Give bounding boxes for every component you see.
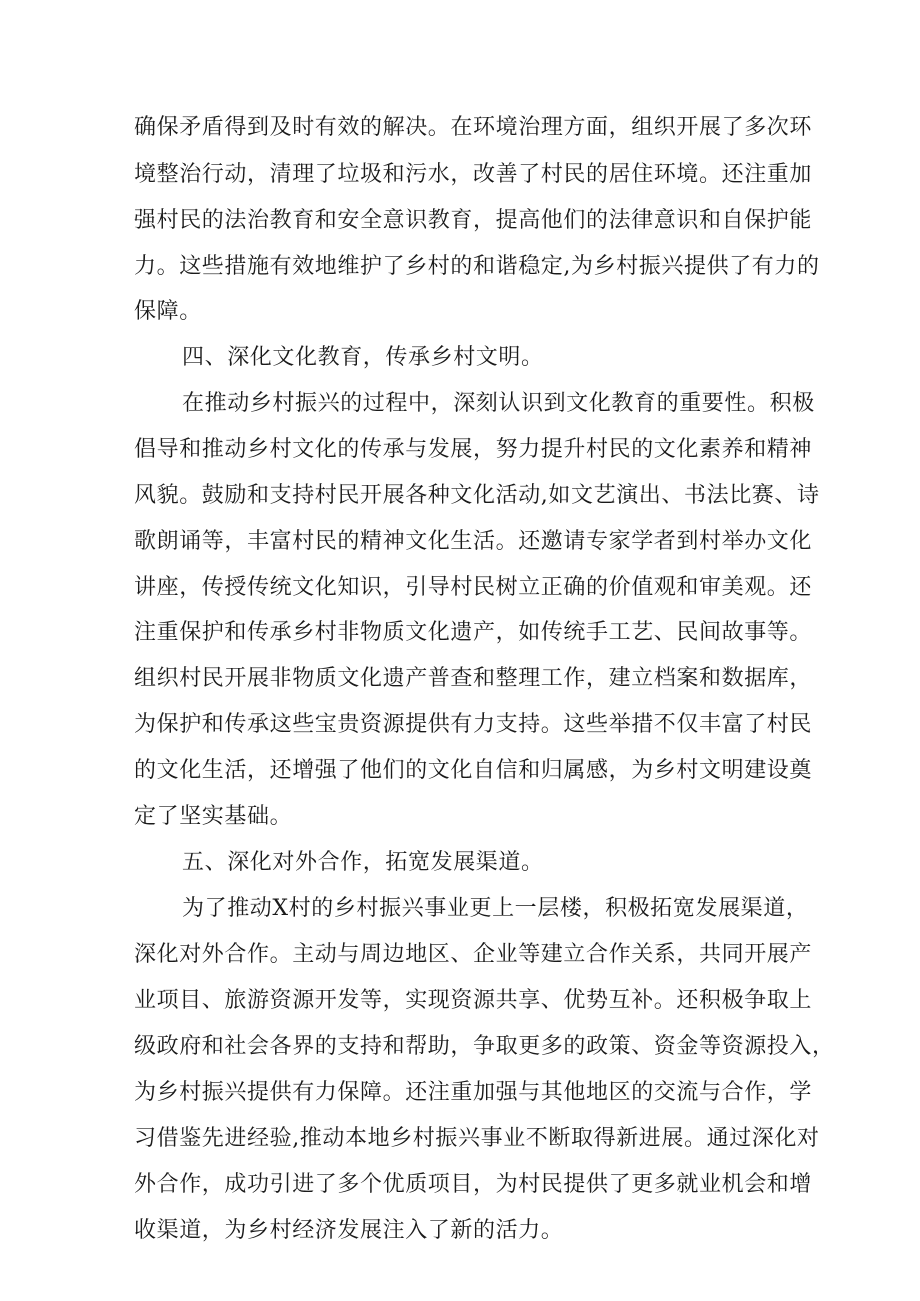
body-text-line: 注重保护和传承乡村非物质文化遗产，如传统手工艺、民间故事等。	[134, 620, 813, 645]
body-text-line: 业项目、旅游资源开发等，实现资源共享、优势互补。还积极争取上	[134, 988, 813, 1013]
body-text-line: 境整治行动，清理了垃圾和污水，改善了村民的居住环境。还注重加	[134, 162, 813, 187]
body-text-line: 的文化生活，还增强了他们的文化自信和归属感，为乡村文明建设奠	[134, 758, 813, 783]
body-text-line: 外合作，成功引进了多个优质项目，为村民提供了更多就业机会和增	[134, 1172, 813, 1197]
body-text-line: 为保护和传承这些宝贵资源提供有力支持。这些举措不仅丰富了村民	[134, 712, 813, 737]
section-heading-4: 四、深化文化教育，传承乡村文明。	[182, 345, 544, 370]
body-text-line: 倡导和推动乡村文化的传承与发展，努力提升村民的文化素养和精神	[134, 437, 813, 462]
paragraph-first-line: 在推动乡村振兴的过程中，深刻认识到文化教育的重要性。积极	[182, 391, 815, 416]
body-text-line: 确保矛盾得到及时有效的解决。在环境治理方面，组织开展了多次环	[134, 115, 813, 140]
body-text-line: 强村民的法治教育和安全意识教育，提高他们的法律意识和自保护能	[134, 208, 813, 233]
paragraph-first-line: 为了推动X村的乡村振兴事业更上一层楼，积极拓宽发展渠道，	[182, 896, 809, 921]
body-text-line: 为乡村振兴提供有力保障。还注重加强与其他地区的交流与合作，学	[134, 1080, 813, 1105]
body-text-line: 歌朗诵等，丰富村民的精神文化生活。还邀请专家学者到村举办文化	[134, 529, 813, 554]
body-text-line: 讲座，传授传统文化知识，引导村民树立正确的价值观和审美观。还	[134, 575, 813, 600]
body-text-line: 组织村民开展非物质文化遗产普查和整理工作，建立档案和数据库，	[134, 666, 813, 691]
section-heading-5: 五、深化对外合作，拓宽发展渠道。	[182, 850, 544, 875]
body-text-line: 收渠道，为乡村经济发展注入了新的活力。	[134, 1218, 564, 1243]
body-text-line: 保障。	[134, 299, 202, 324]
body-text-line: 深化对外合作。主动与周边地区、企业等建立合作关系，共同开展产	[134, 942, 813, 967]
body-text-line: 定了坚实基础。	[134, 804, 293, 829]
body-text-line: 力。这些措施有效地维护了乡村的和谐稳定,为乡村振兴提供了有力的	[134, 254, 820, 279]
body-text-line: 风貌。鼓励和支持村民开展各种文化活动,如文艺演出、书法比赛、诗	[134, 483, 820, 508]
body-text-line: 级政府和社会各界的支持和帮助，争取更多的政策、资金等资源投入，	[134, 1034, 835, 1059]
body-text-line: 习借鉴先进经验,推动本地乡村振兴事业不断取得新进展。通过深化对	[134, 1126, 820, 1151]
